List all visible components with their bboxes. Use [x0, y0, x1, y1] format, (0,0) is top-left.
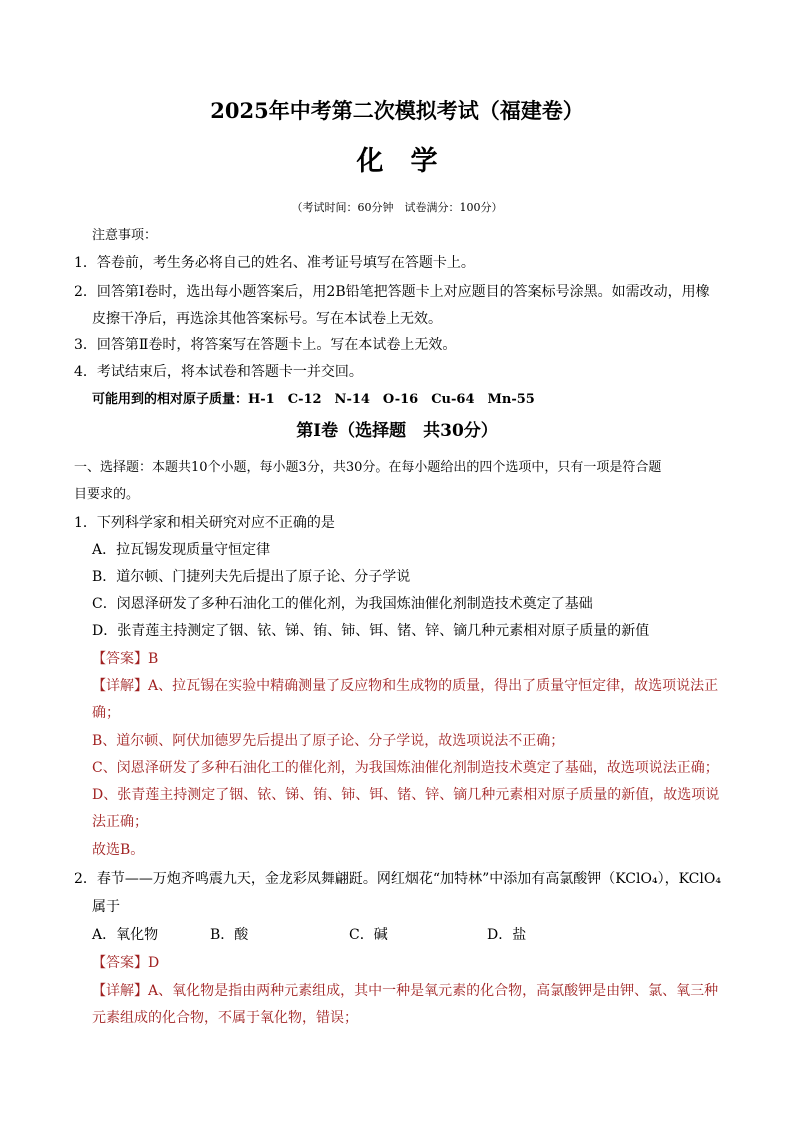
q1-option-c: C．闵恩泽研发了多种石油化工的催化剂，为我国炼油催化剂制造技术奠定了基础 [92, 596, 593, 612]
section-instructions: 一、选择题：本题共10个小题，每小题3分，共30分。在每小题给出的四个选项中，只有一项是符合题 [74, 460, 662, 475]
question-2-stem: 属于 [92, 899, 120, 915]
q1-explanation: C、闵恩泽研发了多种石油化工的催化剂，为我国炼油催化剂制造技术奠定了基础，故选项说法正确； [92, 760, 719, 776]
q1-explanation: B、道尔顿、阿伏加德罗先后提出了原子论、分子学说，故选项说法不正确； [92, 733, 565, 749]
section-title: 第Ⅰ卷（选择题 共30分） [296, 421, 498, 441]
subject-title: 化 学 [356, 146, 438, 177]
note-item: 1．答卷前，考生务必将自己的姓名、准考证号填写在答题卡上。 [74, 255, 475, 271]
note-item: 皮擦干净后，再选涂其他答案标号。写在本试卷上无效。 [92, 311, 442, 327]
q1-explanation: 故选B。 [92, 842, 145, 858]
q1-explanation: D、张青莲主持测定了铟、铱、锑、铕、铈、铒、锗、锌、镝几种元素相对原子质量的新值，故选项说 [92, 787, 720, 803]
section-instructions: 目要求的。 [74, 487, 140, 502]
q1-option-b: B．道尔顿、门捷列夫先后提出了原子论、分子学说 [92, 569, 411, 585]
q2-option-d: D．盐 [487, 927, 527, 943]
q1-option-a: A．拉瓦锡发现质量守恒定律 [92, 542, 271, 558]
exam-info: （考试时间：60分钟 试卷满分：100分） [291, 201, 503, 214]
exam-title: 2025年中考第二次模拟考试（福建卷） [210, 98, 584, 123]
question-2-stem: 2．春节——万炮齐鸣震九天，金龙彩凤舞翩跹。网红烟花“加特林”中添加有高氯酸钾（KClO₄），KClO₄ [74, 871, 721, 887]
q1-answer: 【答案】B [92, 651, 159, 667]
q2-option-a: A．氧化物 [92, 927, 159, 943]
q2-option-c: C．碱 [349, 927, 388, 943]
note-item: 2．回答第Ⅰ卷时，选出每小题答案后，用2B铅笔把答题卡上对应题目的答案标号涂黑。如需改动，用橡 [74, 284, 710, 300]
question-1-stem: 1．下列科学家和相关研究对应不正确的是 [74, 515, 335, 531]
q1-option-d: D．张青莲主持测定了铟、铱、锑、铕、铈、铒、锗、锌、镝几种元素相对原子质量的新值 [92, 623, 650, 639]
note-item: 4．考试结束后，将本试卷和答题卡一并交回。 [74, 364, 363, 380]
note-item: 3．回答第Ⅱ卷时，将答案写在答题卡上。写在本试卷上无效。 [74, 337, 457, 353]
atomic-masses: 可能用到的相对原子质量：H-1 C-12 N-14 O-16 Cu-64 Mn-55 [92, 392, 535, 407]
q2-explanation: 【详解】A、氧化物是指由两种元素组成，其中一种是氧元素的化合物，高氯酸钾是由钾、氯、氧三种 [92, 983, 719, 999]
notes-heading: 注意事项： [92, 228, 158, 243]
q2-explanation: 元素组成的化合物，不属于氧化物，错误； [92, 1010, 358, 1026]
q1-explanation: 法正确； [92, 814, 148, 830]
q1-explanation: 确； [92, 705, 120, 721]
q2-option-b: B．酸 [210, 927, 249, 943]
q2-answer: 【答案】D [92, 955, 160, 971]
q1-explanation: 【详解】A、拉瓦锡在实验中精确测量了反应物和生成物的质量，得出了质量守恒定律，故选项说法正 [92, 678, 719, 694]
